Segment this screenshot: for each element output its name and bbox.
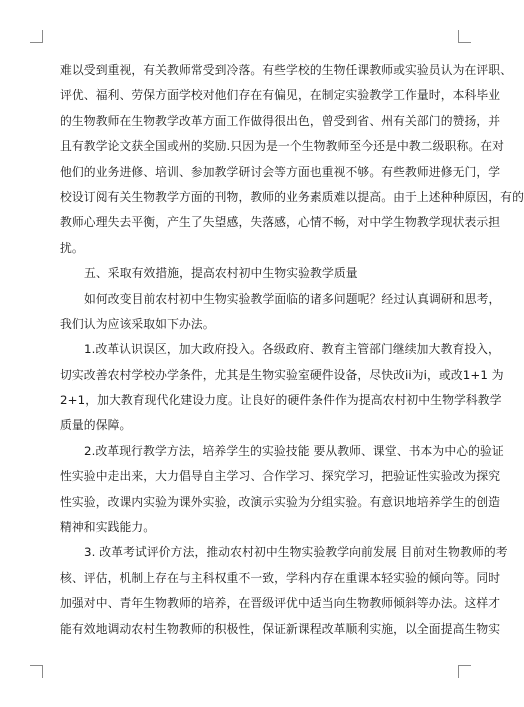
text-line: 我们认为应该采取如下办法。 <box>60 316 215 331</box>
text-line: 3. 改革考试评价方法，推动农村初中生物实验教学向前发展 目前对生物教师的考 <box>84 545 508 560</box>
crop-mark-top-left <box>30 30 43 43</box>
crop-mark-bottom-left <box>30 665 43 678</box>
text-line: 核、评估，机制上存在与主科权重不一致，学科内存在重课本轻实验的倾向等。同时 <box>60 570 501 585</box>
document-body <box>60 58 524 642</box>
text-line: 他们的业务进修、培训、参加教学研讨会等方面也重视不够。有些教师进修无门，学 <box>60 164 501 179</box>
text-line: 2+1，加大教育现代化建设力度。让良好的硬件条件作为提高农村初中生物学科教学 <box>60 393 502 408</box>
text-line: 加强对中、青年生物教师的培养，在晋级评优中适当向生物教师倾斜等办法。这样才 <box>60 596 501 611</box>
text-line: 难以受到重视，有关教师常受到冷落。有些学校的生物任课教师或实验员认为在评职、 <box>60 63 513 77</box>
text-line: 评优、福利、劳保方面学校对他们存在有偏见，在制定实验教学工作量时，本科毕业 <box>60 88 501 103</box>
text-line: 教师心理失去平衡，产生了失望感，失落感，心情不畅，对中学生物教学现状表示担 <box>60 215 501 230</box>
text-line: 且有教学论文获全国或州的奖励.只因为是一个生物教师至今还是中教二级职称。在对 <box>60 139 505 154</box>
text-line: 1.改革认识误区，加大政府投入。各级政府、教育主管部门继续加大教育投入， <box>84 342 500 357</box>
text-line: 能有效地调动农村生物教师的积极性，保证新课程改革顺利实施，以全面提高生物实 <box>60 621 501 636</box>
text-line: 的生物教师在生物教学改革方面工作做得很出色，曾受到省、州有关部门的赞扬，并 <box>60 113 501 128</box>
text-line: 扰。 <box>60 240 84 255</box>
text-line: 切实改善农村学校办学条件，尤其是生物实验室硬件设备，尽快改ii为i，或改1+1 为 <box>60 367 504 382</box>
text-line: 质量的保障。 <box>60 418 132 433</box>
text-line: 性实验中走出来，大力倡导自主学习、合作学习、探究学习，把验证性实验改为探究 <box>60 469 501 484</box>
text-line: 性实验，改课内实验为课外实验，改演示实验为分组实验。有意识地培养学生的创造 <box>60 494 501 509</box>
text-line: 2.改革现行教学方法，培养学生的实验技能 要从教师、课堂、书本为中心的验证 <box>84 443 504 458</box>
crop-mark-bottom-right <box>458 665 471 678</box>
text-line: 五、采取有效措施，提高农村初中生物实验教学质量 <box>84 266 358 281</box>
text-line: 如何改变目前农村初中生物实验教学面临的诸多问题呢？经过认真调研和思考， <box>84 291 501 306</box>
text-line: 校设订阅有关生物教学方面的刊物，教师的业务素质难以提高。由于上述种种原因，有的 <box>60 189 524 204</box>
text-line: 精神和实践能力。 <box>60 520 156 535</box>
crop-mark-top-right <box>458 30 471 43</box>
